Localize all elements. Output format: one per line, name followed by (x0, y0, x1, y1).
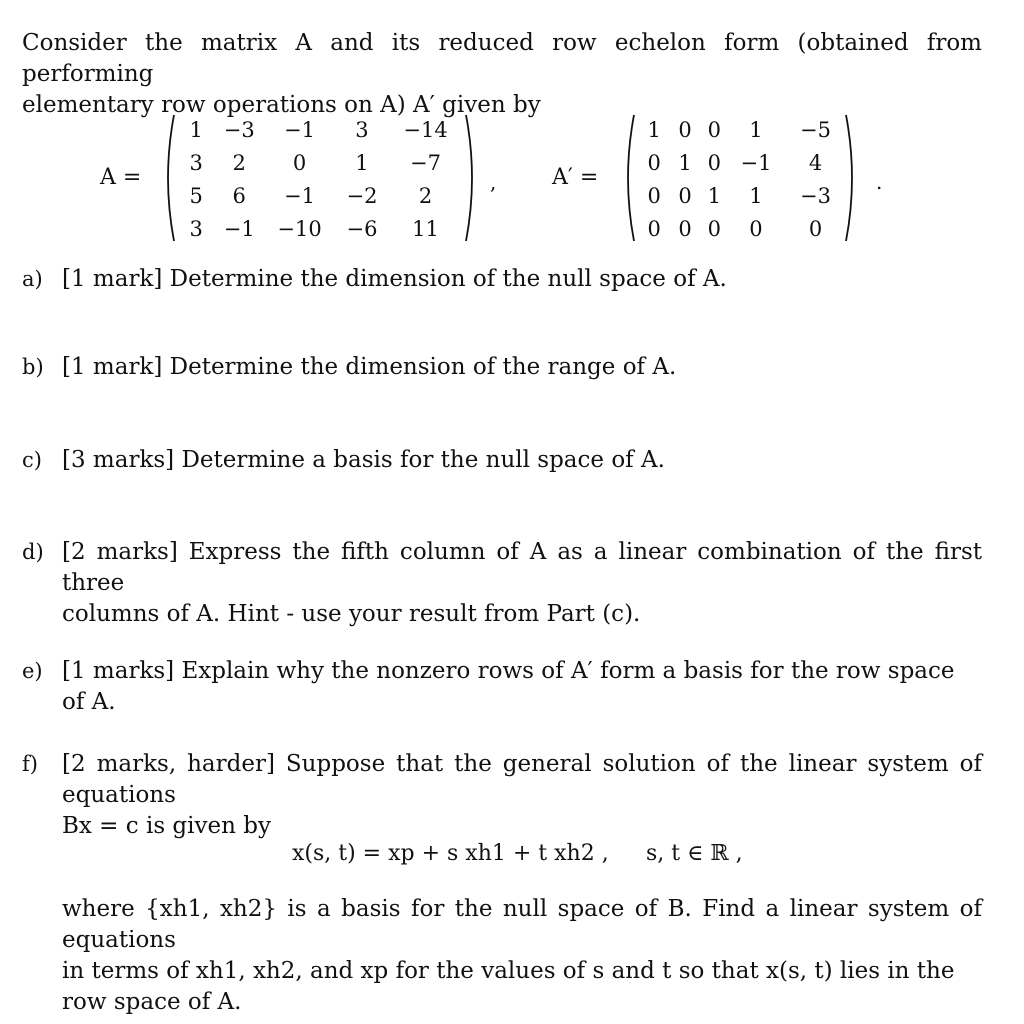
matrix-entry: −3 (223, 117, 255, 142)
matrix-entry: −14 (403, 117, 448, 142)
question-f-after-line-1: where {xh1, xh2} is a basis for the null space of B. Find a linear system of equations (62, 896, 982, 953)
matrix-entry: 4 (808, 150, 823, 175)
matrix-entry: −6 (346, 216, 378, 241)
general-solution-equation: x(s, t) = xp + s xh1 + t xh2 , (292, 841, 609, 866)
right-paren-icon (844, 113, 860, 243)
question-d-line-1: [2 marks] Express the fifth column of A as a linear combination of the first three (62, 539, 982, 596)
matrix-entry: −1 (740, 150, 772, 175)
question-b (22, 352, 982, 383)
matrix-row (638, 212, 848, 245)
matrix-entry: 0 (749, 216, 763, 241)
question-f (22, 749, 982, 842)
question-f-line-1: [2 marks, harder] Suppose that the general solution of the linear system of equations (62, 751, 982, 808)
matrix-row (180, 113, 460, 146)
matrix-a-table (180, 113, 460, 245)
question-c (22, 445, 982, 476)
question-d (22, 537, 982, 630)
matrix-entry: 6 (232, 183, 246, 208)
matrix-row (638, 179, 848, 212)
matrix-entry: 11 (412, 216, 439, 241)
question-f-after-line-3: row space of A. (62, 989, 242, 1015)
matrix-a-label: A = (100, 165, 142, 190)
matrix-entry: 2 (232, 150, 246, 175)
matrix-aprime (620, 113, 860, 243)
right-paren-icon (464, 113, 480, 243)
matrix-entry: 0 (707, 216, 721, 241)
left-paren-icon (160, 113, 176, 243)
matrix-entry: −5 (800, 117, 831, 142)
matrix-a (160, 113, 480, 243)
parameter-domain: s, t ∈ ℝ , (646, 841, 743, 866)
matrix-entry: 0 (678, 216, 692, 241)
matrix-entry: 3 (189, 216, 203, 241)
matrix-entry: −1 (223, 216, 255, 241)
matrix-entry: −7 (410, 150, 441, 175)
matrix-entry: −10 (277, 216, 322, 241)
question-b-label: b) (22, 355, 44, 379)
intro-line-2: elementary row operations on A) A′ given by (22, 92, 541, 118)
matrix-entry: 0 (647, 183, 661, 208)
matrix-entry: 0 (707, 117, 721, 142)
matrix-aprime-body (638, 113, 848, 245)
matrix-entry: −2 (346, 183, 378, 208)
matrix-entry: 3 (189, 150, 203, 175)
matrix-entry: 0 (707, 150, 721, 175)
matrix-row (638, 146, 848, 179)
matrix-row (180, 212, 460, 245)
matrix-row (180, 179, 460, 212)
matrix-entry: 1 (749, 117, 763, 142)
matrix-entry: 0 (808, 216, 823, 241)
intro-line-1: Consider the matrix A and its reduced row echelon form (obtained from performing (22, 30, 982, 87)
question-e (22, 656, 982, 718)
matrix-entry: 1 (749, 183, 763, 208)
question-d-line-2: columns of A. Hint - use your result from Part (c). (62, 601, 641, 627)
question-c-text: [3 marks] Determine a basis for the null space of A. (62, 447, 665, 473)
question-d-label: d) (22, 540, 44, 564)
question-f-continuation (22, 894, 982, 1018)
question-e-label: e) (22, 659, 43, 683)
matrix-aprime-table (638, 113, 848, 245)
matrix-entry: 0 (647, 216, 661, 241)
matrix-entry: 2 (418, 183, 433, 208)
matrix-comma: , (490, 170, 497, 194)
question-f-label: f) (22, 752, 38, 776)
question-a-label: a) (22, 267, 43, 291)
matrix-entry: 3 (355, 117, 369, 142)
intro-paragraph (22, 28, 982, 121)
matrix-entry: 0 (678, 117, 692, 142)
matrix-entry: 5 (189, 183, 203, 208)
matrix-aprime-label: A′ = (552, 165, 599, 190)
question-b-text: [1 mark] Determine the dimension of the range of A. (62, 354, 677, 380)
matrix-period: . (876, 170, 883, 194)
matrix-entry: 0 (292, 150, 307, 175)
matrix-a-body (180, 113, 460, 245)
matrix-entry: −3 (800, 183, 831, 208)
matrix-entry: 1 (678, 150, 692, 175)
matrix-entry: 1 (189, 117, 203, 142)
matrix-entry: 1 (647, 117, 661, 142)
matrix-entry: 0 (647, 150, 661, 175)
matrix-entry: 1 (707, 183, 721, 208)
matrix-entry: −1 (284, 183, 315, 208)
left-paren-icon (620, 113, 636, 243)
question-f-after-line-2: in terms of xh1, xh2, and xp for the values of s and t so that x(s, t) lies in the (62, 958, 955, 984)
question-c-label: c) (22, 448, 42, 472)
question-a (22, 264, 982, 295)
question-a-text: [1 mark] Determine the dimension of the null space of A. (62, 266, 727, 292)
matrix-row (180, 146, 460, 179)
matrix-entry: 1 (355, 150, 369, 175)
matrix-entry: 0 (678, 183, 692, 208)
question-e-text: [1 marks] Explain why the nonzero rows of A′ form a basis for the row space of A. (62, 658, 955, 715)
matrix-entry: −1 (284, 117, 315, 142)
question-f-line-2: Bx = c is given by (62, 813, 271, 839)
matrix-row (638, 113, 848, 146)
